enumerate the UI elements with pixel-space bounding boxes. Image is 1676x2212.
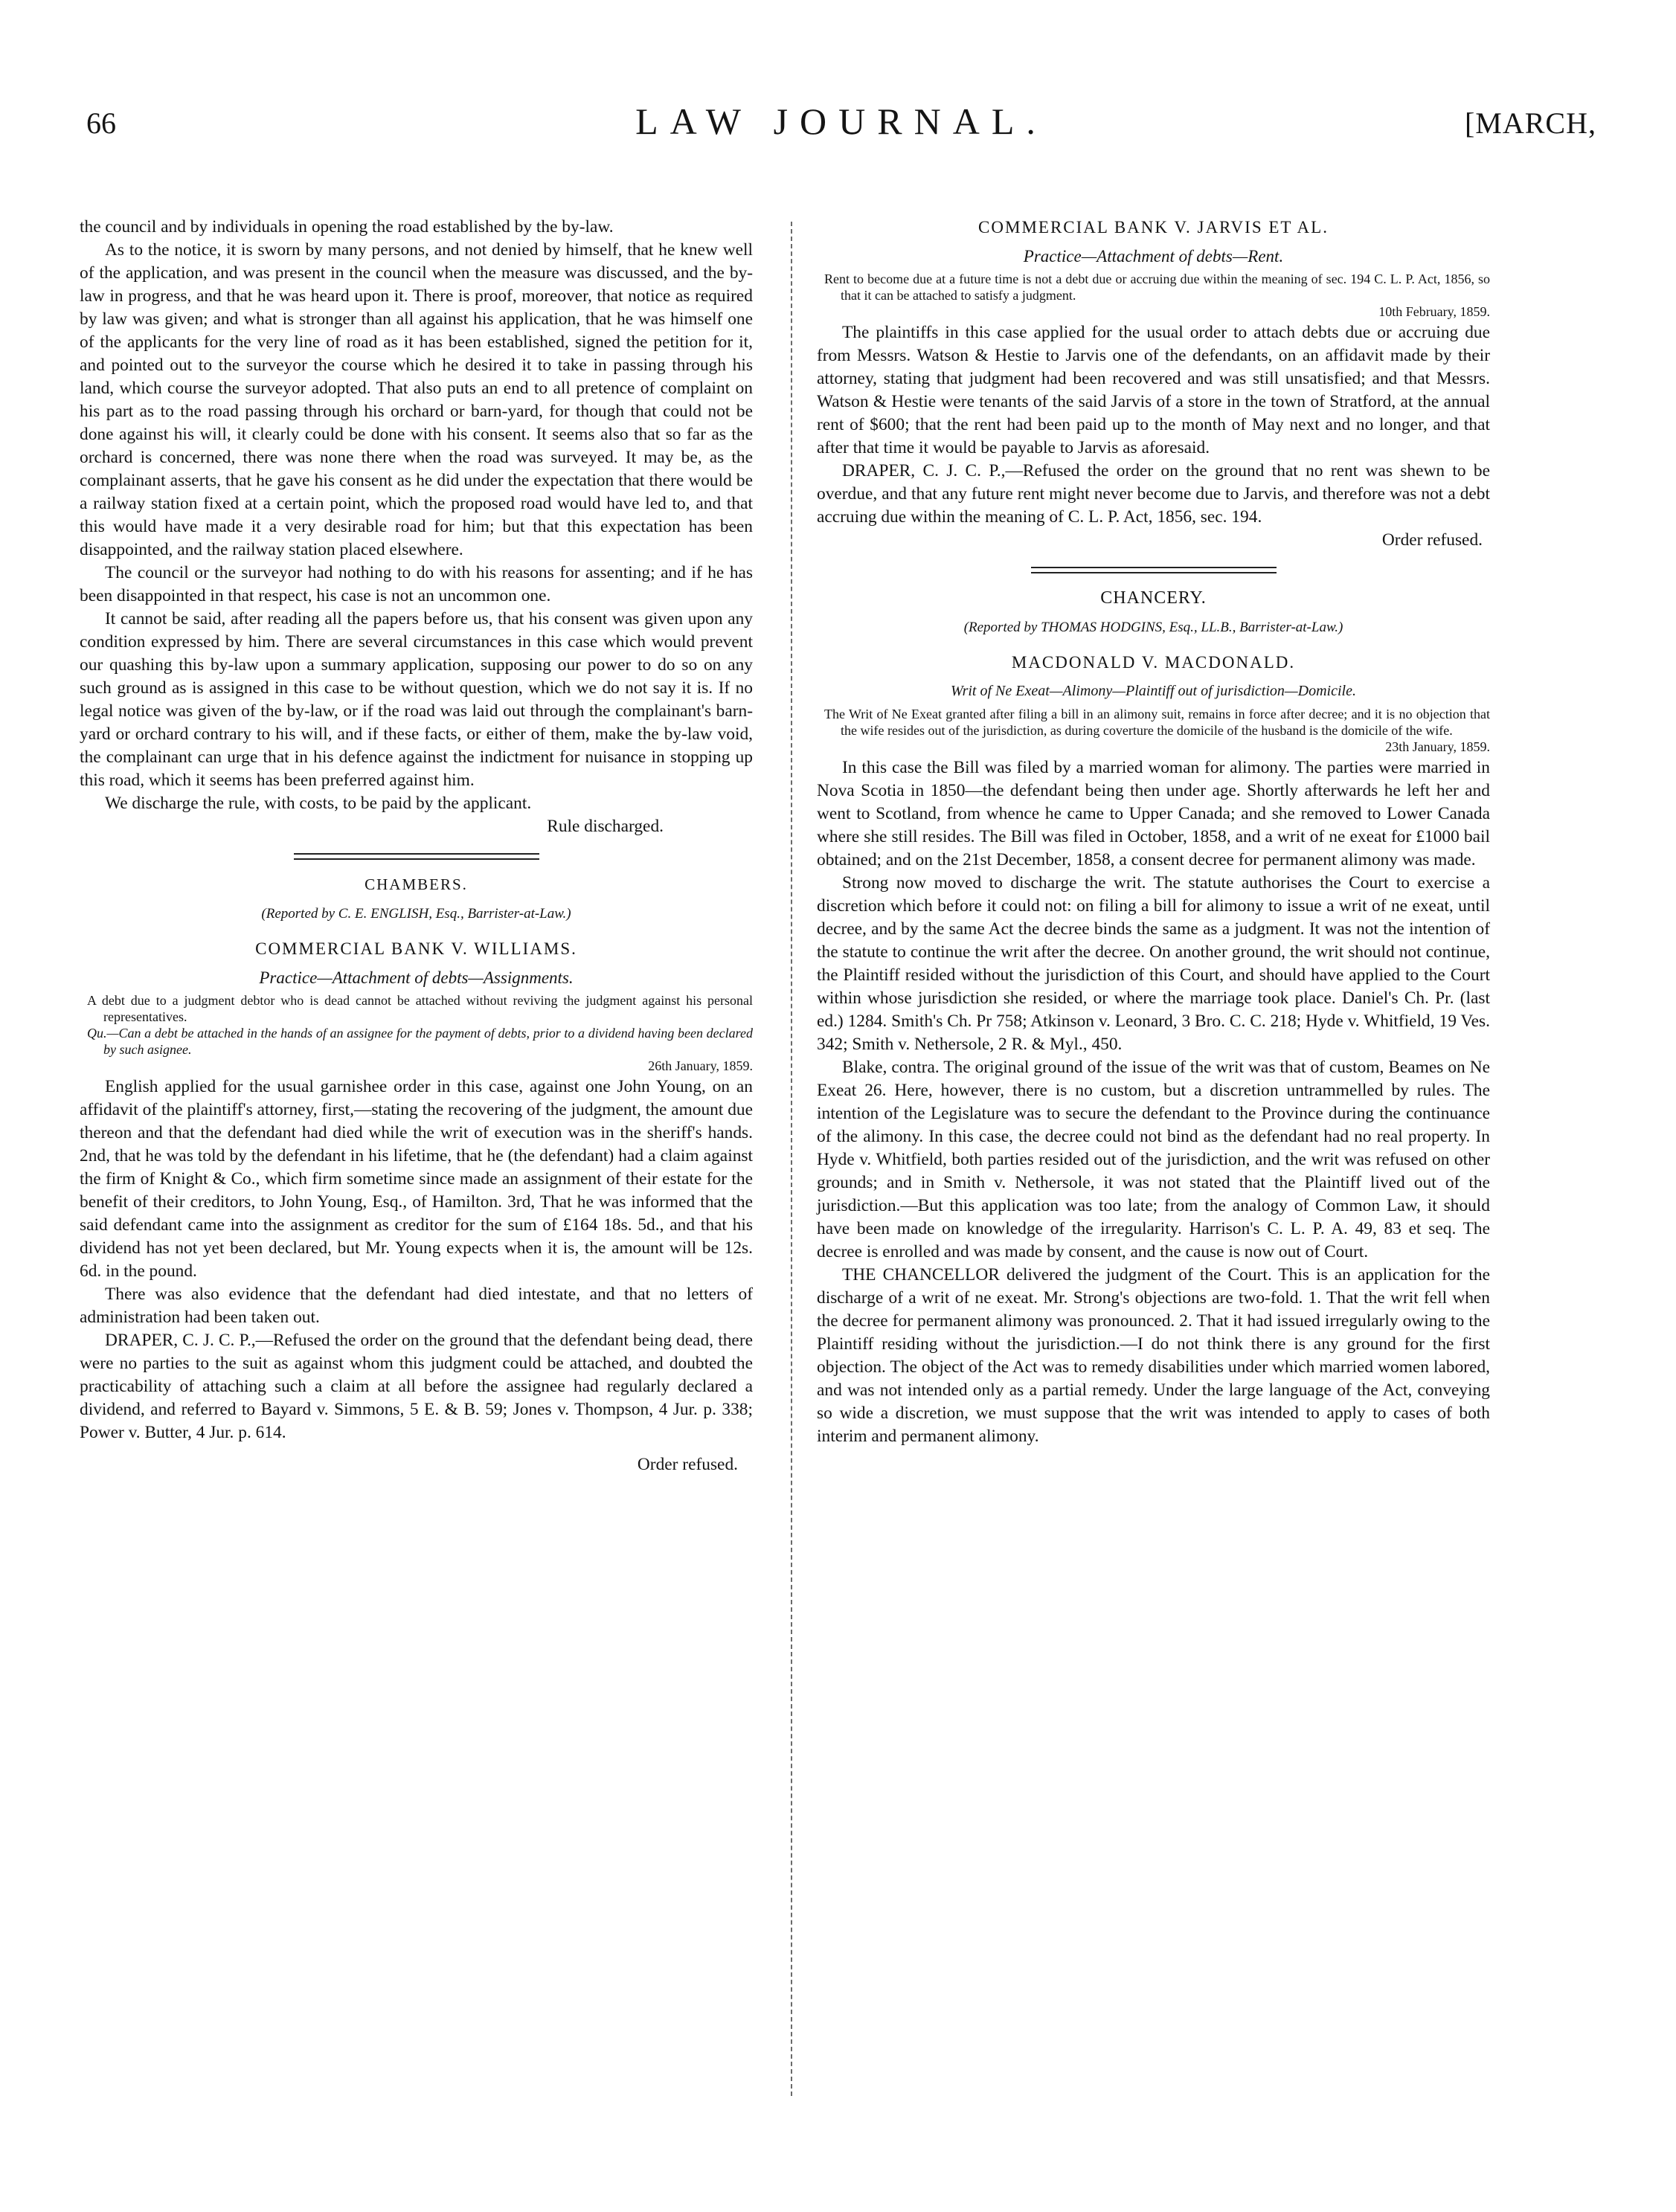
section-divider [1031, 567, 1277, 573]
paragraph: The plaintiffs in this case applied for the usual order to attach debts due or accruing due from Messrs. Watson & Hestie to Jarvis one of the defendants, on an affidavit made by their attorney, stating that judgment had been recovered and was still unsatisfied; and that Messrs. Watson & Hestie were tenants of the said Jarvis of a store in the town of Stratford, at the annual rent of $600; that the rent had been paid up to the month of May next and no longer, and that after that time it would be payable to Jarvis as aforesaid. [817, 323, 1490, 457]
paragraph: Strong now moved to discharge the writ. The statute authorises the Court to exercise a discretion which before it could not: on filing a bill for alimony to issue a writ of ne exeat, until decree, and by the same Act the decree binds the same as a judgment. It was not the intention of the statute to continue the writ after the decree. On another ground, the writ should not continue, the Plaintiff resided without the jurisdiction of this Court, and should have applied to the Court within whose jurisdiction she resided, or where the marriage took place. Daniel's Ch. Pr. (last ed.) 1284. Smith's Ch. Pr 758; Atkinson v. Leonard, 3 Bro. C. C. 218; Hyde v. Whitfield, 19 Ves. 342; Smith v. Nethersole, 2 R. & Myl., 450. [817, 873, 1490, 1054]
reporter-credit: (Reported by THOMAS HODGINS, Esq., LL.B., Barrister-at-Law.) [963, 620, 1343, 635]
paragraph: The council or the surveyor had nothing to do with his reasons for assenting; and if he has been disappointed in that respect, his case is not an uncommon one. [80, 563, 753, 605]
paragraph: It cannot be said, after reading all the papers before us, that his consent was given upon any condition expressed by him. There are several circumstances in this case which would prevent our quashing this by-law upon a summary application, supposing our power to do so on any such ground as is assigned in this case to be without question, which we do not say it is. If no legal notice was given of the by-law, or if the road was laid out through the complainant's barn-yard or orchard contrary to his will, and if these facts, or either of them, make the by-law void, the complainant can urge that in his defence against the indictment for nuisance in stopping up this road, which it seems has been preferred against him. [80, 609, 753, 790]
section-divider [294, 853, 539, 860]
ruling: Order refused. [637, 1455, 738, 1474]
paragraph: DRAPER, C. J. C. P.,—Refused the order on the ground that no rent was shewn to be overdue, and that any future rent might never become due to Jarvis, and therefore was not a debt accruing due within the meaning of C. L. P. Act, 1856, sec. 194. [817, 461, 1490, 527]
case-subject: Writ of Ne Exeat—Alimony—Plaintiff out of jurisdiction—Domicile. [951, 683, 1356, 699]
case-subject: Practice—Attachment of debts—Assignments. [259, 968, 574, 987]
headnote-text: A debt due to a judgment debtor who is dead cannot be attached without reviving the judgment against his personal representatives. [87, 993, 753, 1024]
headnote-query: Qu.—Can a debt be attached in the hands of an assignee for the payment of debts, prior to a dividend having been declared by such asignee. [87, 1026, 753, 1057]
paragraph: English applied for the usual garnishee order in this case, against one John Young, on an affidavit of the plaintiff's attorney, first,—stating the recovering of the judgment, the amount due thereon and that the defendant had died while the writ of execution was in the sheriff's hands. 2nd, that he was told by the defendant in his lifetime, that he (the defendant) had a claim against the firm of Knight & Co., which firm sometime since made an assignment of their estate for the benefit of their creditors, to John Young, Esq., of Hamilton. 3rd, That he was informed that the said defendant came into the assignment as creditor for the sum of £164 18s. 5d., and that his dividend has not yet been declared, but Mr. Young expects when it is, the amount will be 12s. 6d. in the pound. [80, 1077, 753, 1281]
paragraph: As to the notice, it is sworn by many persons, and not denied by himself, that he knew well of the application, and was present in the council when the measure was discussed, and the by-law in progress, and that he was heard upon it. There is proof, moreover, that notice as required by law was given; and what is stronger than all against his application, that he was himself one of the applicants for the very line of road as it has been established, signed the petition for it, and pointed out to the surveyor the course which he desired it to take in passing through his land, which course the surveyor adopted. That also puts an end to all pretence of complaint on his part as to the road passing through his orchard or barn-yard, for though that could not be done against his will, it clearly could be done with his consent. It seems also that so far as the orchard is concerned, there was none there when the road was surveyed. It may be, as the complainant asserts, that he gave his consent as he did under the expectation that there would be a railway station fixed at a certain point, which the proposed road would have led to, and that this would have made it a very desirable road for him; but that this expectation has been disappointed, and the railway station placed elsewhere. [80, 240, 753, 559]
case-title: MACDONALD V. MACDONALD. [1011, 653, 1296, 672]
issue-month: [MARCH, [1464, 106, 1596, 140]
paragraph: THE CHANCELLOR delivered the judgment of the Court. This is an application for the discharge of a writ of ne exeat. Mr. Strong's objections are two-fold. 1. That the writ fell when the decree for permanent alimony was pronounced. 2. That it had issued irregularly owing to the Plaintiff residing without the jurisdiction.—I do not think there is any ground for the first objection. The object of the Act was to remedy disabilities under which married women labored, and was not intended only as a partial remedy. Under the large language of the Act, conveying so wide a discretion, we must suppose that the writ was intended to apply to cases of both interim and permanent alimony. [817, 1265, 1490, 1446]
left-column [80, 216, 753, 1476]
section-heading-chambers: CHAMBERS. [365, 875, 468, 893]
reporter-credit: (Reported by C. E. ENGLISH, Esq., Barrister-at-Law.) [261, 906, 571, 922]
paragraph: DRAPER, C. J. C. P.,—Refused the order on the ground that the defendant being dead, there were no parties to the suit as against whom this judgment could be attached, and doubted the practicability of attaching such a claim at all before the assignee had regularly declared a dividend, and referred to Bayard v. Simmons, 5 E. & B. 59; Jones v. Thompson, 4 Jur. p. 338; Power v. Butter, 4 Jur. p. 614. [80, 1331, 753, 1442]
case-title: COMMERCIAL BANK V. WILLIAMS. [255, 939, 577, 958]
case-date: 23th January, 1859. [1385, 739, 1490, 754]
ruling: Rule discharged. [547, 817, 664, 836]
paragraph: Blake, contra. The original ground of the issue of the writ was that of custom, Beames on Ne Exeat 26. Here, however, there is no custom, but a discretion untrammelled by rules. The intention of the Legislature was to secure the defendant to the Province during the continuance of the alimony. In this case, the decree could not bind as the defendant had no real property. In Hyde v. Whitfield, both parties resided out of the jurisdiction, and the writ was refused on other grounds; and in Smith v. Nethersole, it was not stated that the Plaintiff lived out of the jurisdiction.—But this application was too late; from the analogy of Common Law, it should have been made on knowledge of the irregularity. Harrison's C. L. P. A. 49, 83 et seq. The decree is enrolled and was made by consent, and the cause is now out of Court. [817, 1058, 1490, 1261]
headnote [817, 706, 1490, 755]
ruling: Order refused. [1381, 530, 1483, 550]
journal-title: LAW JOURNAL. [635, 100, 1047, 142]
case-date: 26th January, 1859. [648, 1058, 753, 1073]
right-column [817, 216, 1490, 1448]
page-number: 66 [86, 106, 116, 140]
paragraph: There was also evidence that the defendant had died intestate, and that no letters of administration had been taken out. [80, 1285, 753, 1327]
column-divider [791, 222, 792, 2096]
case-subject: Practice—Attachment of debts—Rent. [1023, 247, 1284, 266]
paragraph: In this case the Bill was filed by a married woman for alimony. The parties were married in Nova Scotia in 1850—the defendant being then under age. Shortly afterwards he left her and went to Scotland, from whence he came to Upper Canada; and she removed to Lower Canada where she still resides. The Bill was filed in October, 1858, and a writ of ne exeat for £1000 bail obtained; and on the 21st December, 1858, a consent decree for permanent alimony was made. [817, 758, 1490, 869]
headnote [817, 271, 1490, 320]
section-heading-chancery: CHANCERY. [1100, 588, 1207, 608]
case-date: 10th February, 1859. [1378, 304, 1490, 319]
paragraph: the council and by individuals in opening the road established by the by-law. [80, 217, 614, 237]
headnote-text: Rent to become due at a future time is not a debt due or accruing due within the meaning of sec. 194 C. L. P. Act, 1856, so that it can be attached to satisfy a judgment. [824, 271, 1490, 303]
page-header [86, 89, 1596, 141]
case-title: COMMERCIAL BANK V. JARVIS ET AL. [978, 218, 1329, 237]
paragraph: We discharge the rule, with costs, to be paid by the applicant. [105, 794, 532, 813]
headnote-text: The Writ of Ne Exeat granted after filing a bill in an alimony suit, remains in force after decree; and it is no objection that the wife resides out of the jurisdiction, as during coverture the domicile of the husband is the domicile of the wife. [824, 707, 1490, 738]
headnote [80, 992, 753, 1074]
